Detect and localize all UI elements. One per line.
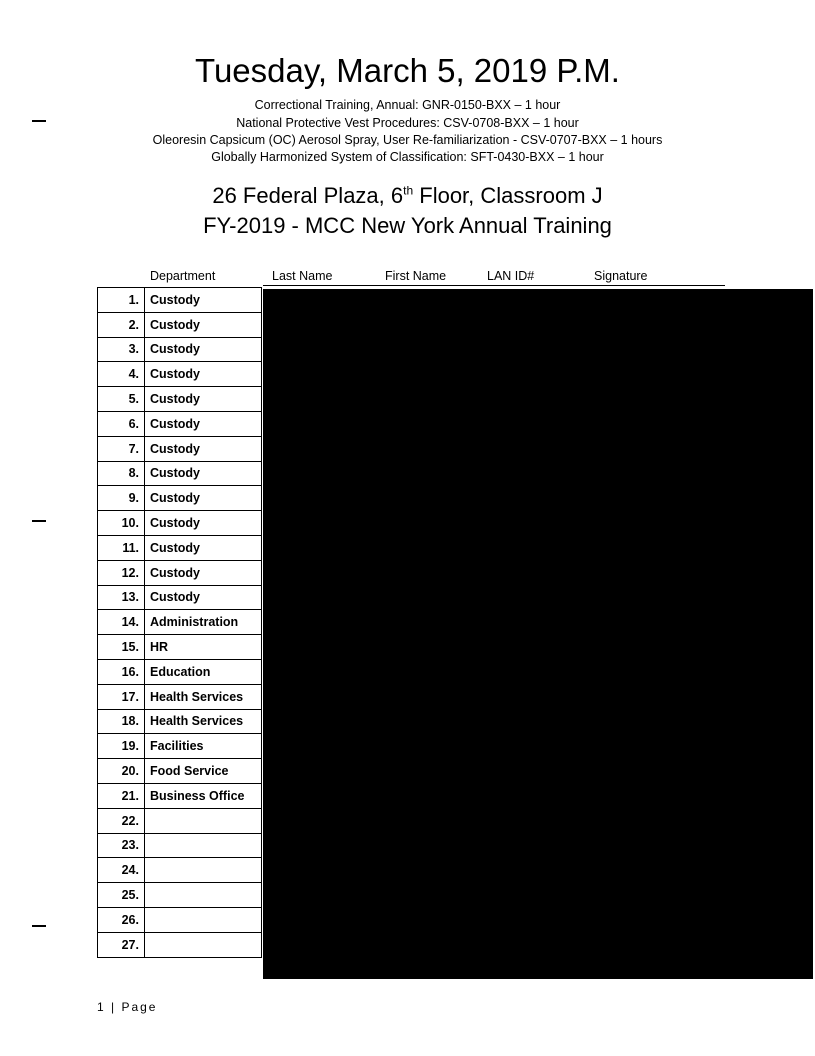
table-row — [98, 659, 262, 684]
row-number: 19. — [98, 734, 145, 759]
department-cell: Health Services — [145, 684, 262, 709]
row-number: 13. — [98, 585, 145, 610]
row-number: 15. — [98, 635, 145, 660]
department-cell: Custody — [145, 362, 262, 387]
table-row — [98, 486, 262, 511]
department-cell: Custody — [145, 585, 262, 610]
department-cell: Administration — [145, 610, 262, 635]
table-row — [98, 883, 262, 908]
department-cell: Custody — [145, 387, 262, 412]
location-sup: th — [403, 183, 414, 198]
department-cell: Custody — [145, 288, 262, 313]
department-cell — [145, 858, 262, 883]
page-number: 1 | Page — [97, 1000, 158, 1014]
redaction-block — [263, 289, 813, 979]
table-row — [98, 411, 262, 436]
row-number: 17. — [98, 684, 145, 709]
row-number: 3. — [98, 337, 145, 362]
row-number: 22. — [98, 808, 145, 833]
department-cell: Health Services — [145, 709, 262, 734]
table-row — [98, 610, 262, 635]
table-row — [98, 387, 262, 412]
department-cell: Food Service — [145, 759, 262, 784]
row-number: 4. — [98, 362, 145, 387]
table-row — [98, 461, 262, 486]
table-row — [98, 585, 262, 610]
course-line: Oleoresin Capsicum (OC) Aerosol Spray, User Re-familiarization - CSV-0707-BXX – 1 hours — [152, 133, 663, 147]
row-number: 26. — [98, 907, 145, 932]
course-line: Globally Harmonized System of Classification: SFT-0430-BXX – 1 hour — [211, 150, 604, 164]
department-cell — [145, 932, 262, 957]
row-number: 7. — [98, 436, 145, 461]
row-number: 6. — [98, 411, 145, 436]
table-row — [98, 436, 262, 461]
table-row — [98, 932, 262, 957]
row-number: 20. — [98, 759, 145, 784]
department-cell: HR — [145, 635, 262, 660]
table-row — [98, 709, 262, 734]
department-cell: Facilities — [145, 734, 262, 759]
department-cell: Custody — [145, 560, 262, 585]
row-number: 21. — [98, 783, 145, 808]
location-text: 26 Federal Plaza, 6 — [212, 183, 404, 208]
department-cell — [145, 883, 262, 908]
department-cell: Business Office — [145, 783, 262, 808]
attendance-table — [97, 287, 262, 958]
table-row — [98, 511, 262, 536]
page-title: Tuesday, March 5, 2019 P.M. — [195, 52, 620, 89]
department-cell: Education — [145, 659, 262, 684]
table-row — [98, 288, 262, 313]
department-cell: Custody — [145, 436, 262, 461]
row-number: 18. — [98, 709, 145, 734]
table-row — [98, 635, 262, 660]
row-number: 1. — [98, 288, 145, 313]
table-row — [98, 337, 262, 362]
row-number: 2. — [98, 312, 145, 337]
table-row — [98, 808, 262, 833]
row-number: 25. — [98, 883, 145, 908]
row-number: 10. — [98, 511, 145, 536]
row-number: 14. — [98, 610, 145, 635]
table-row — [98, 783, 262, 808]
table-row — [98, 734, 262, 759]
department-cell: Custody — [145, 511, 262, 536]
scan-mark — [32, 120, 46, 122]
department-cell — [145, 833, 262, 858]
course-line: National Protective Vest Procedures: CSV-0708-BXX – 1 hour — [236, 116, 579, 130]
scan-mark — [32, 520, 46, 522]
header-signature: Signature — [594, 269, 648, 283]
header-rule — [263, 285, 725, 286]
location-line — [0, 183, 815, 209]
row-number: 11. — [98, 535, 145, 560]
table-row — [98, 833, 262, 858]
row-number: 8. — [98, 461, 145, 486]
table-row — [98, 759, 262, 784]
course-line: Correctional Training, Annual: GNR-0150-BXX – 1 hour — [254, 98, 561, 112]
row-number: 23. — [98, 833, 145, 858]
header-last-name: Last Name — [272, 269, 333, 283]
row-number: 5. — [98, 387, 145, 412]
location-text: Floor, Classroom J — [413, 183, 603, 208]
department-cell: Custody — [145, 337, 262, 362]
row-number: 27. — [98, 932, 145, 957]
department-cell: Custody — [145, 312, 262, 337]
table-row — [98, 312, 262, 337]
row-number: 16. — [98, 659, 145, 684]
table-row — [98, 907, 262, 932]
header-department: Department — [150, 269, 216, 283]
table-row — [98, 684, 262, 709]
department-cell: Custody — [145, 535, 262, 560]
training-title: FY-2019 - MCC New York Annual Training — [203, 213, 612, 238]
scan-mark — [32, 925, 46, 927]
table-row — [98, 858, 262, 883]
table-row — [98, 362, 262, 387]
row-number: 12. — [98, 560, 145, 585]
department-cell: Custody — [145, 411, 262, 436]
table-row — [98, 535, 262, 560]
row-number: 24. — [98, 858, 145, 883]
department-cell — [145, 808, 262, 833]
row-number: 9. — [98, 486, 145, 511]
table-row — [98, 560, 262, 585]
header-lan-id: LAN ID# — [487, 269, 535, 283]
department-cell — [145, 907, 262, 932]
department-cell: Custody — [145, 461, 262, 486]
header-first-name: First Name — [385, 269, 447, 283]
department-cell: Custody — [145, 486, 262, 511]
